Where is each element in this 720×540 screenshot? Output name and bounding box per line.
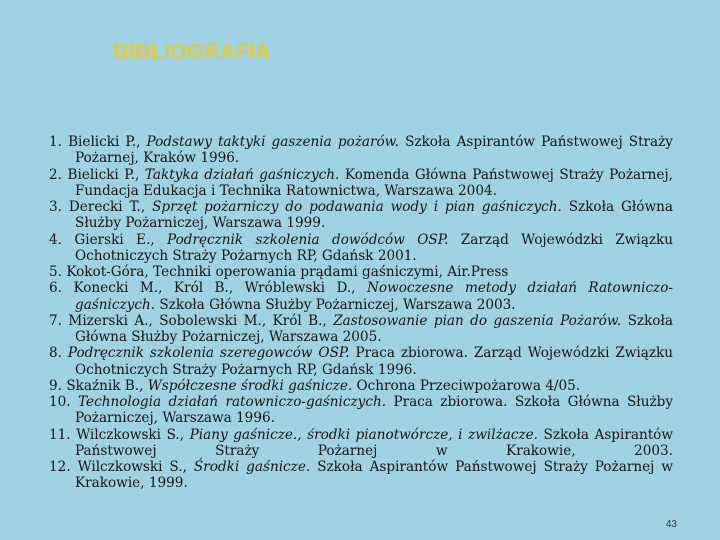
entry-number: 6.	[49, 280, 62, 297]
entry-number: 3.	[49, 199, 62, 215]
bibliography-entry	[49, 134, 673, 167]
entry-publisher: Szkoła Główna Służby Pożarniczej, Warszawa 2005.	[75, 312, 674, 345]
entry-author: Wilczkowski S.,	[76, 426, 185, 443]
entry-number: 4.	[49, 231, 62, 248]
entry-author: Bielicki P.,	[68, 134, 141, 150]
entry-author: Gierski E.,	[74, 231, 155, 248]
entry-number: 5.	[49, 264, 62, 280]
entry-work-title: Technologia działań ratowniczo-gaśniczych.	[78, 394, 387, 410]
entry-author: Mizerski A., Sobolewski M., Król B.,	[68, 312, 327, 329]
bibliography-entry	[49, 459, 673, 492]
entry-work-title: Sprzęt pożarniczy do podawania wody i pian gaśniczych.	[152, 199, 562, 215]
entry-publisher: Zarząd Wojewódzki Związku Ochotniczych Straży Pożarnych RP, Gdańsk 2001.	[75, 231, 673, 264]
entry-author: Kokot-Góra, Techniki operowania prądami gaśniczymi, Air.Press	[66, 264, 509, 280]
bibliography-entry	[49, 280, 673, 313]
entry-work-title: Zastosowanie pian do gaszenia Pożarów.	[333, 312, 622, 329]
entry-work-title: Taktyka działań gaśniczych.	[144, 166, 340, 183]
entry-publisher: Szkoła Główna Służby Pożarniczej, Warszawa 2003.	[159, 296, 516, 313]
bibliography-entry	[49, 167, 673, 200]
entry-publisher: Szkoła Aspirantów Państwowej Straży Pożarnej w Krakowie, 2003.	[75, 426, 673, 459]
entry-work-title: Podstawy taktyki gaszenia pożarów.	[146, 134, 400, 150]
entry-number: 12.	[49, 459, 71, 475]
entry-number: 1.	[49, 134, 62, 150]
entry-author: Konecki M., Król B., Wróblewski D.,	[73, 280, 356, 297]
entry-number: 7.	[49, 312, 62, 329]
entry-publisher: Praca zbiorowa. Szkoła Główna Służby Pożarniczej, Warszawa 1996.	[75, 394, 674, 427]
entry-publisher: Ochrona Przeciwpożarowa 4/05.	[356, 377, 581, 394]
entry-work-title: Współczesne środki gaśnicze.	[147, 377, 353, 394]
entry-publisher: Szkoła Aspirantów Państwowej Straży Pożarnej, Kraków 1996.	[75, 134, 673, 167]
entry-number: 8.	[49, 345, 62, 362]
entry-author: Derecki T.,	[68, 199, 146, 215]
entry-publisher: Szkoła Aspirantów Państwowej Straży Pożarnej w Krakowie, 1999.	[75, 459, 673, 492]
bibliography-entry	[49, 378, 673, 394]
bibliography-entry	[49, 232, 673, 265]
entry-number: 11.	[49, 426, 71, 443]
entry-publisher: Szkoła Główna Służby Pożarniczej, Warszawa 1999.	[75, 199, 673, 232]
entry-author: Wilczkowski S.,	[77, 459, 187, 475]
entry-work-title: Nowoczesne metody działań Ratowniczo-gaśniczych.	[75, 280, 673, 313]
entry-author: Skaźnik B.,	[66, 377, 144, 394]
bibliography-entry	[49, 427, 673, 460]
entry-publisher: Praca zbiorowa. Zarząd Wojewódzki Związku Ochotniczych Straży Pożarnych RP, Gdańsk 1996.	[75, 345, 674, 378]
entry-work-title: Podręcznik szkolenia szeregowców OSP.	[67, 345, 350, 362]
entry-work-title: Środki gaśnicze.	[193, 459, 311, 475]
bibliography-entry	[49, 313, 673, 346]
entry-work-title: Piany gaśnicze., środki pianotwórcze, i zwilżacze.	[189, 426, 538, 443]
entry-work-title: Podręcznik szkolenia dowódców OSP.	[166, 231, 449, 248]
entry-number: 2.	[49, 166, 62, 183]
entry-publisher: Komenda Główna Państwowej Straży Pożarnej, Fundacja Edukacja i Technika Ratownictwa, Warszawa 2004.	[75, 166, 673, 199]
entry-number: 9.	[49, 377, 62, 394]
slide-title: BIBLIOGRAFIA	[113, 40, 271, 63]
bibliography-entry	[49, 394, 673, 427]
bibliography-entry	[49, 264, 673, 280]
bibliography-entry	[49, 199, 673, 232]
bibliography-entry	[49, 345, 673, 378]
entry-number: 10.	[49, 394, 71, 410]
bibliography-list	[49, 134, 673, 492]
entry-author: Bielicki P.,	[67, 166, 140, 183]
page-number: 43	[665, 519, 677, 530]
